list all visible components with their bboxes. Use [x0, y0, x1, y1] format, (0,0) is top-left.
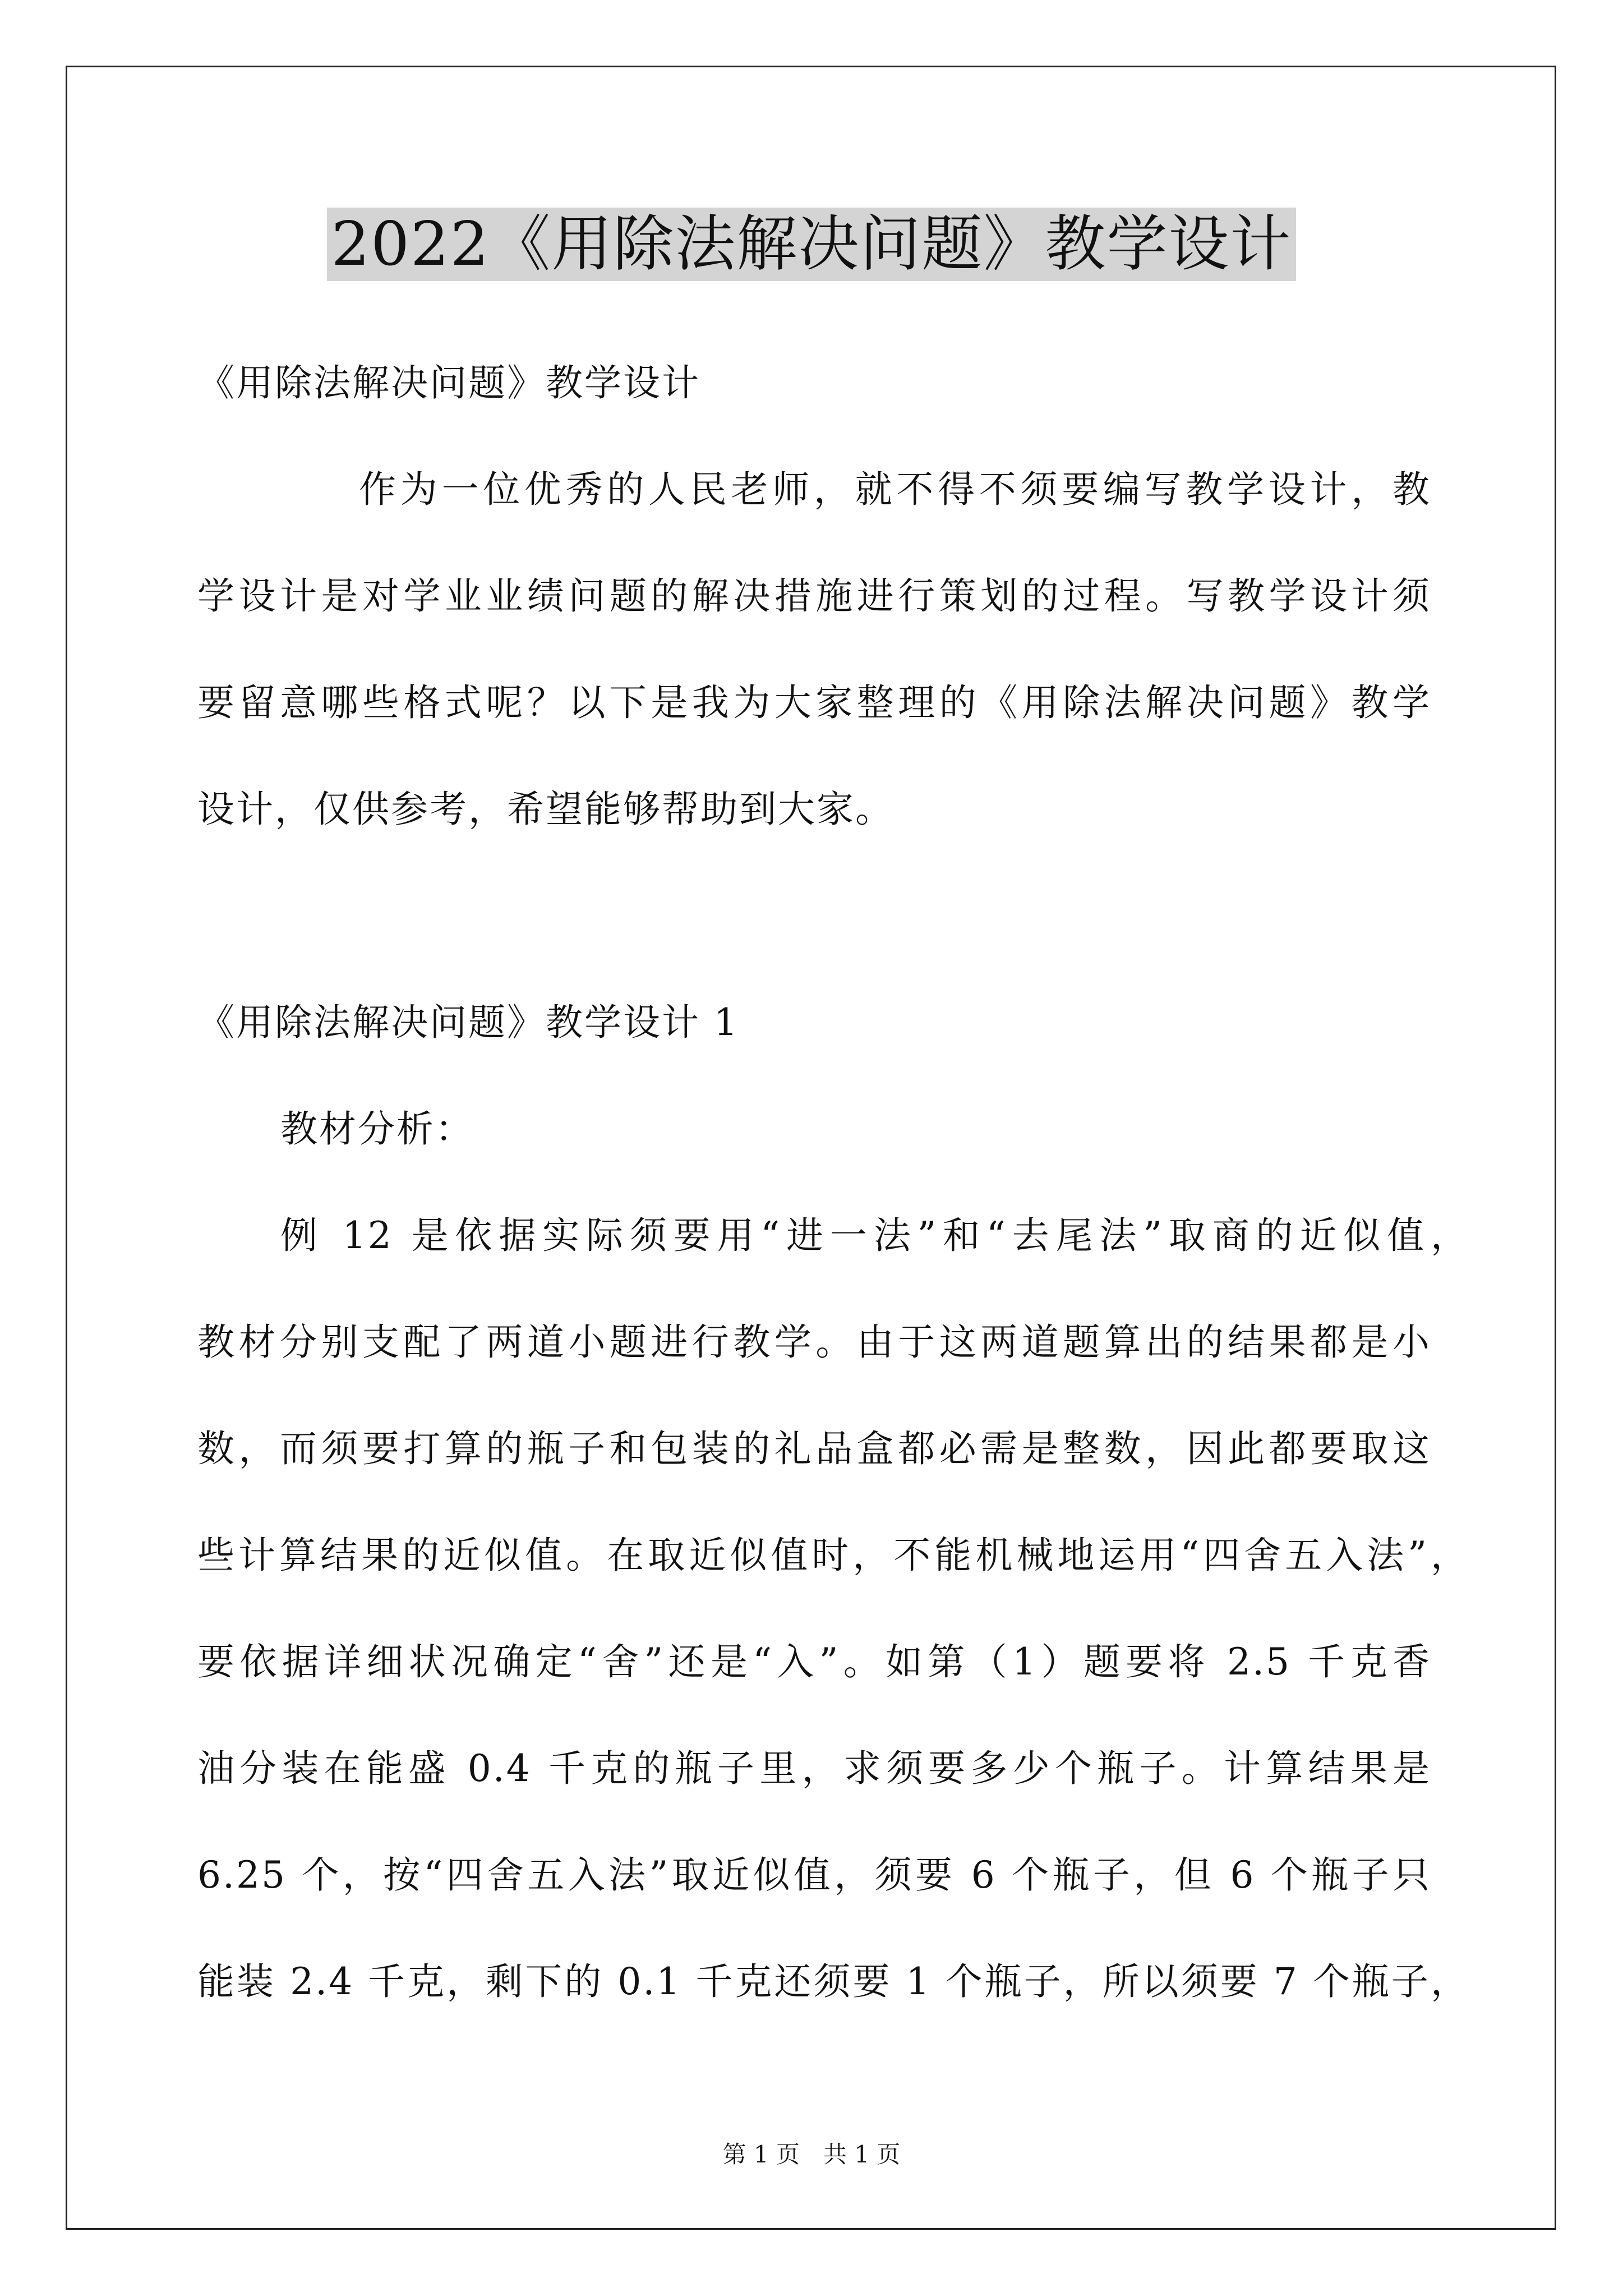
body-line-3: 数，而须要打算的瓶子和包装的礼品盒都必需是整数，因此都要取这: [197, 1427, 1431, 1470]
body-line-4: 些计算结果的近似值。在取近似值时，不能机械地运用“四舍五入法”，: [197, 1534, 1469, 1577]
page-footer: 第 1 页 共 1 页: [722, 2141, 901, 2168]
body-line-6: 油分装在能盛 0.4 千克的瓶子里，求须要多少个瓶子。计算结果是: [197, 1747, 1431, 1790]
intro-line-1: 作为一位优秀的人民老师，就不得不须要编写教学设计，教: [359, 468, 1431, 511]
body-line-1: 例 12 是依据实际须要用“进一法”和“去尾法”取商的近似值，: [280, 1214, 1469, 1257]
intro-line-3: 要留意哪些格式呢？以下是我为大家整理的《用除法解决问题》教学: [197, 681, 1431, 724]
body-line-7: 6.25 个，按“四舍五入法”取近似值，须要 6 个瓶子，但 6 个瓶子只: [197, 1853, 1431, 1897]
body-line-8: 能装 2.4 千克，剩下的 0.1 千克还须要 1 个瓶子，所以须要 7 个瓶子，: [197, 1960, 1469, 2003]
body-line-2: 教材分别支配了两道小题进行教学。由于这两道题算出的结果都是小: [197, 1320, 1431, 1364]
title-wrap: [0, 208, 1623, 281]
section-heading-1: 《用除法解决问题》教学设计 1: [197, 1001, 739, 1044]
body-line-5: 要依据详细状况确定“舍”还是“入”。如第（1）题要将 2.5 千克香: [197, 1640, 1431, 1683]
section-heading: 《用除法解决问题》教学设计: [197, 361, 700, 404]
subheading: 教材分析：: [280, 1107, 474, 1151]
intro-line-2: 学设计是对学业业绩问题的解决措施进行策划的过程。写教学设计须: [197, 574, 1431, 618]
intro-line-4: 设计，仅供参考，希望能够帮助到大家。: [197, 788, 894, 831]
document-title: 2022《用除法解决问题》教学设计: [327, 208, 1297, 281]
